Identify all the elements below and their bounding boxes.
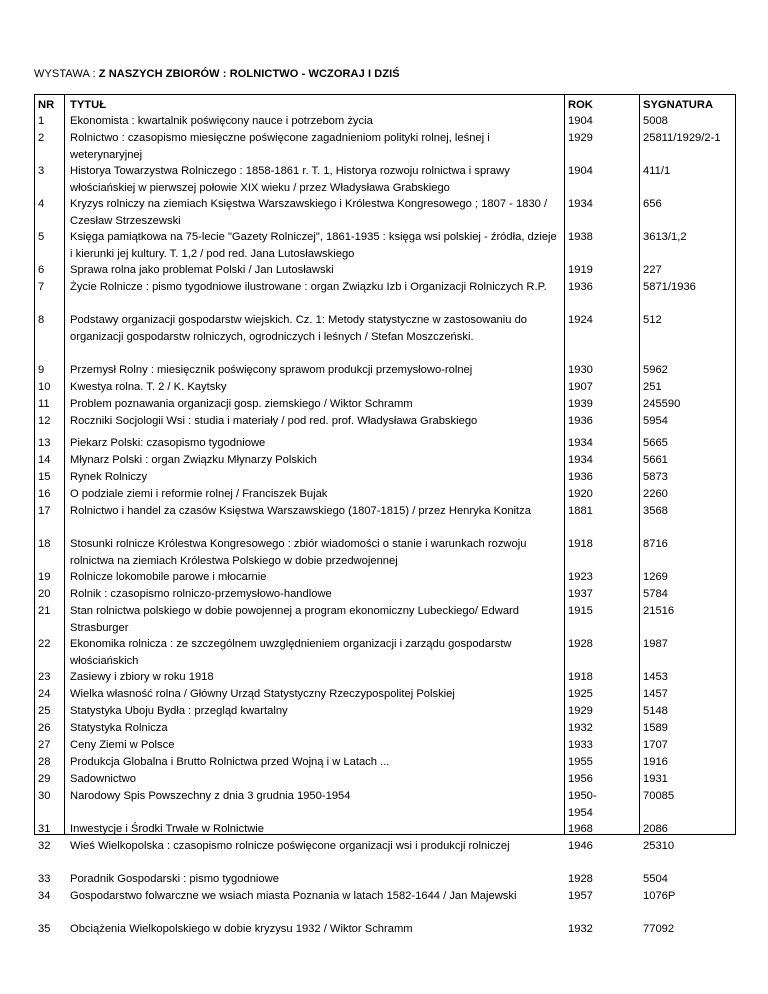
row-year: 1925 [568,688,593,700]
row-year: 1929 [568,132,593,144]
row-signature: 227 [643,264,662,276]
row-number: 1 [38,115,45,127]
row-title: Rolnictwo : czasopismo miesięczne poświęcone zagadnieniom polityki rolnej, leśnej i weterynaryjnej [70,132,490,161]
row-year: 1907 [568,381,593,393]
column-divider-nr [64,95,65,834]
row-title: Ekonomista : kwartalnik poświęcony nauce i potrzebom życia [70,115,373,127]
column-divider-title [564,95,565,834]
row-signature: 21516 [643,605,675,617]
column-header-year: ROK [568,99,593,111]
row-title: Rolnik : czasopismo rolniczo-przemysłowo-handlowe [70,588,332,600]
row-number: 26 [38,722,51,734]
row-title: Ekonomika rolnicza : ze szczególnem uwzględnieniem organizacji i zarządu gospodarstw włościańskich [70,638,512,667]
row-signature: 5784 [643,588,668,600]
column-header-nr: NR [38,99,55,111]
row-signature: 1453 [643,671,668,683]
row-title: Młynarz Polski : organ Związku Młynarzy Polskich [70,454,317,466]
row-year: 1918 [568,538,593,550]
row-year: 1950-1954 [568,790,597,819]
row-title: Roczniki Socjologii Wsi : studia i materiały / pod red. prof. Władysława Grabskiego [70,415,478,427]
row-year: 1957 [568,890,593,902]
row-title: Zasiewy i zbiory w roku 1918 [70,671,214,683]
row-title: Piekarz Polski: czasopismo tygodniowe [70,437,266,449]
row-signature: 1987 [643,638,668,650]
row-year: 1918 [568,671,593,683]
row-number: 17 [38,505,51,517]
row-title: Rynek Rolniczy [70,471,148,483]
row-number: 10 [38,381,51,393]
column-header-signature: SYGNATURA [643,99,714,111]
row-number: 3 [38,165,45,177]
row-title: Obciążenia Wielkopolskiego w dobie kryzysu 1932 / Wiktor Schramm [70,923,413,935]
exhibition-heading [34,68,400,80]
row-year: 1928 [568,873,593,885]
row-signature: 251 [643,381,662,393]
row-signature: 5661 [643,454,668,466]
row-signature: 1076P [643,890,676,902]
row-number: 2 [38,132,45,144]
row-signature: 8716 [643,538,668,550]
row-number: 15 [38,471,51,483]
row-year: 1956 [568,773,593,785]
exhibition-prefix: WYSTAWA : [34,68,96,80]
exhibition-title: Z NASZYCH ZBIORÓW : ROLNICTWO - WCZORAJ I DZIŚ [98,68,400,80]
row-title: Poradnik Gospodarski : pismo tygodniowe [70,873,279,885]
row-title: Inwestycje i Środki Trwałe w Rolnictwie [70,823,264,835]
row-title: Rolnictwo i handel za czasów Księstwa Warszawskiego (1807-1815) / przez Henryka Konitza [70,505,531,517]
row-title: O podziale ziemi i reformie rolnej / Franciszek Bujak [70,488,328,500]
row-signature: 70085 [643,790,675,802]
row-signature: 1457 [643,688,668,700]
row-title: Przemysł Rolny : miesięcznik poświęcony sprawom produkcji przemysłowo-rolnej [70,364,473,376]
row-number: 14 [38,454,51,466]
row-title: Sadownictwo [70,773,136,785]
row-year: 1904 [568,165,593,177]
row-title: Historya Towarzystwa Rolniczego : 1858-1861 r. T. 1, Historya rozwoju rolnictwa i sprawy włościańskiej w pierwszej połowie XIX wieku / przez Władysława Grabskiego [70,165,510,194]
row-signature: 1916 [643,756,668,768]
row-signature: 5504 [643,873,668,885]
row-signature: 5871/1936 [643,281,696,293]
row-year: 1924 [568,314,593,326]
row-number: 18 [38,538,51,550]
row-year: 1936 [568,281,593,293]
exhibition-table [34,94,736,935]
row-number: 30 [38,790,51,802]
row-signature: 5008 [643,115,668,127]
column-divider-year [639,95,640,834]
row-title: Stan rolnictwa polskiego w dobie powojennej a program ekonomiczny Lubeckiego/ Edward Strasburger [70,605,520,634]
row-signature: 77092 [643,923,675,935]
column-header-title: TYTUŁ [70,99,107,111]
row-title: Życie Rolnicze : pismo tygodniowe ilustrowane : organ Związku Izb i Organizacji Rolniczych R.P. [70,281,547,293]
row-number: 29 [38,773,51,785]
row-number: 21 [38,605,51,617]
row-year: 1930 [568,364,593,376]
row-signature: 245590 [643,398,681,410]
row-year: 1934 [568,454,593,466]
row-title: Produkcja Globalna i Brutto Rolnictwa przed Wojną i w Latach ... [70,756,390,768]
row-year: 1936 [568,471,593,483]
row-year: 1939 [568,398,593,410]
row-title: Kwestya rolna. T. 2 / K. Kaytsky [70,381,227,393]
row-number: 4 [38,198,45,210]
row-number: 16 [38,488,51,500]
row-signature: 25811/1929/2-1 [643,132,721,144]
row-year: 1932 [568,722,593,734]
row-year: 1934 [568,198,593,210]
row-signature: 512 [643,314,662,326]
row-signature: 1269 [643,571,668,583]
row-signature: 3613/1,2 [643,231,687,243]
row-signature: 2260 [643,488,668,500]
row-year: 1933 [568,739,593,751]
row-number: 23 [38,671,51,683]
row-title: Księga pamiątkowa na 75-lecie "Gazety Rolniczej", 1861-1935 : księga wsi polskiej - źródła, dzieje i kierunki jej kultury. T. 1,2 / pod red. Jana Lutosławskiego [70,231,557,260]
row-title: Rolnicze lokomobile parowe i młocarnie [70,571,267,583]
row-signature: 656 [643,198,662,210]
row-signature: 1589 [643,722,668,734]
row-number: 19 [38,571,51,583]
row-year: 1946 [568,840,593,852]
row-title: Statystyka Uboju Bydła : przegląd kwartalny [70,705,288,717]
row-number: 32 [38,840,51,852]
row-number: 9 [38,364,45,376]
row-signature: 1931 [643,773,668,785]
row-year: 1936 [568,415,593,427]
row-year: 1968 [568,823,593,835]
row-number: 8 [38,314,45,326]
row-number: 7 [38,281,45,293]
row-title: Stosunki rolnicze Królestwa Kongresowego : zbiór wiadomości o stanie i warunkach rozwoju rolnictwa na ziemiach Królestwa Polskiego w dobie przedwojennej [70,538,527,567]
row-number: 35 [38,923,51,935]
row-number: 31 [38,823,51,835]
row-year: 1928 [568,638,593,650]
row-year: 1923 [568,571,593,583]
row-number: 20 [38,588,51,600]
row-number: 5 [38,231,45,243]
row-signature: 5873 [643,471,668,483]
row-year: 1915 [568,605,593,617]
row-signature: 1707 [643,739,668,751]
row-number: 12 [38,415,51,427]
row-title: Podstawy organizacji gospodarstw wiejskich. Cz. 1: Metody statystyczne w zastosowaniu do organizacji gospodarstw rolniczych, ogrodniczych i leśnych / Stefan Moszczeński. [70,314,528,343]
row-signature: 5148 [643,705,668,717]
row-signature: 5962 [643,364,668,376]
row-number: 11 [38,398,50,410]
row-year: 1934 [568,437,593,449]
row-year: 1932 [568,923,593,935]
row-year: 1938 [568,231,593,243]
row-title: Ceny Ziemi w Polsce [70,739,175,751]
row-number: 6 [38,264,45,276]
row-signature: 5665 [643,437,668,449]
row-title: Wieś Wielkopolska : czasopismo rolnicze poświęcone organizacji wsi i produkcji rolniczej [70,840,510,852]
row-year: 1955 [568,756,593,768]
row-number: 22 [38,638,51,650]
row-number: 27 [38,739,51,751]
row-signature: 5954 [643,415,668,427]
row-title: Problem poznawania organizacji gosp. ziemskiego / Wiktor Schramm [70,398,413,410]
row-number: 13 [38,437,51,449]
row-title: Wielka własność rolna / Główny Urząd Statystyczny Rzeczypospolitej Polskiej [70,688,455,700]
row-year: 1929 [568,705,593,717]
row-title: Narodowy Spis Powszechny z dnia 3 grudnia 1950-1954 [70,790,351,802]
row-number: 34 [38,890,51,902]
row-year: 1904 [568,115,593,127]
row-year: 1937 [568,588,593,600]
row-year: 1881 [568,505,593,517]
row-title: Statystyka Rolnicza [70,722,168,734]
row-number: 28 [38,756,51,768]
row-signature: 411/1 [643,165,671,177]
row-title: Gospodarstwo folwarczne we wsiach miasta Poznania w latach 1582-1644 / Jan Majewski [70,890,517,902]
row-number: 33 [38,873,51,885]
row-signature: 3568 [643,505,668,517]
row-number: 25 [38,705,51,717]
row-year: 1920 [568,488,593,500]
row-title: Kryzys rolniczy na ziemiach Księstwa Warszawskiego i Królestwa Kongresowego ; 1807 - 1830 / Czesław Strzeszewski [70,198,548,227]
row-year: 1919 [568,264,593,276]
row-signature: 25310 [643,840,675,852]
row-title: Sprawa rolna jako problemat Polski / Jan Lutosławski [70,264,334,276]
row-number: 24 [38,688,51,700]
row-signature: 2086 [643,823,668,835]
